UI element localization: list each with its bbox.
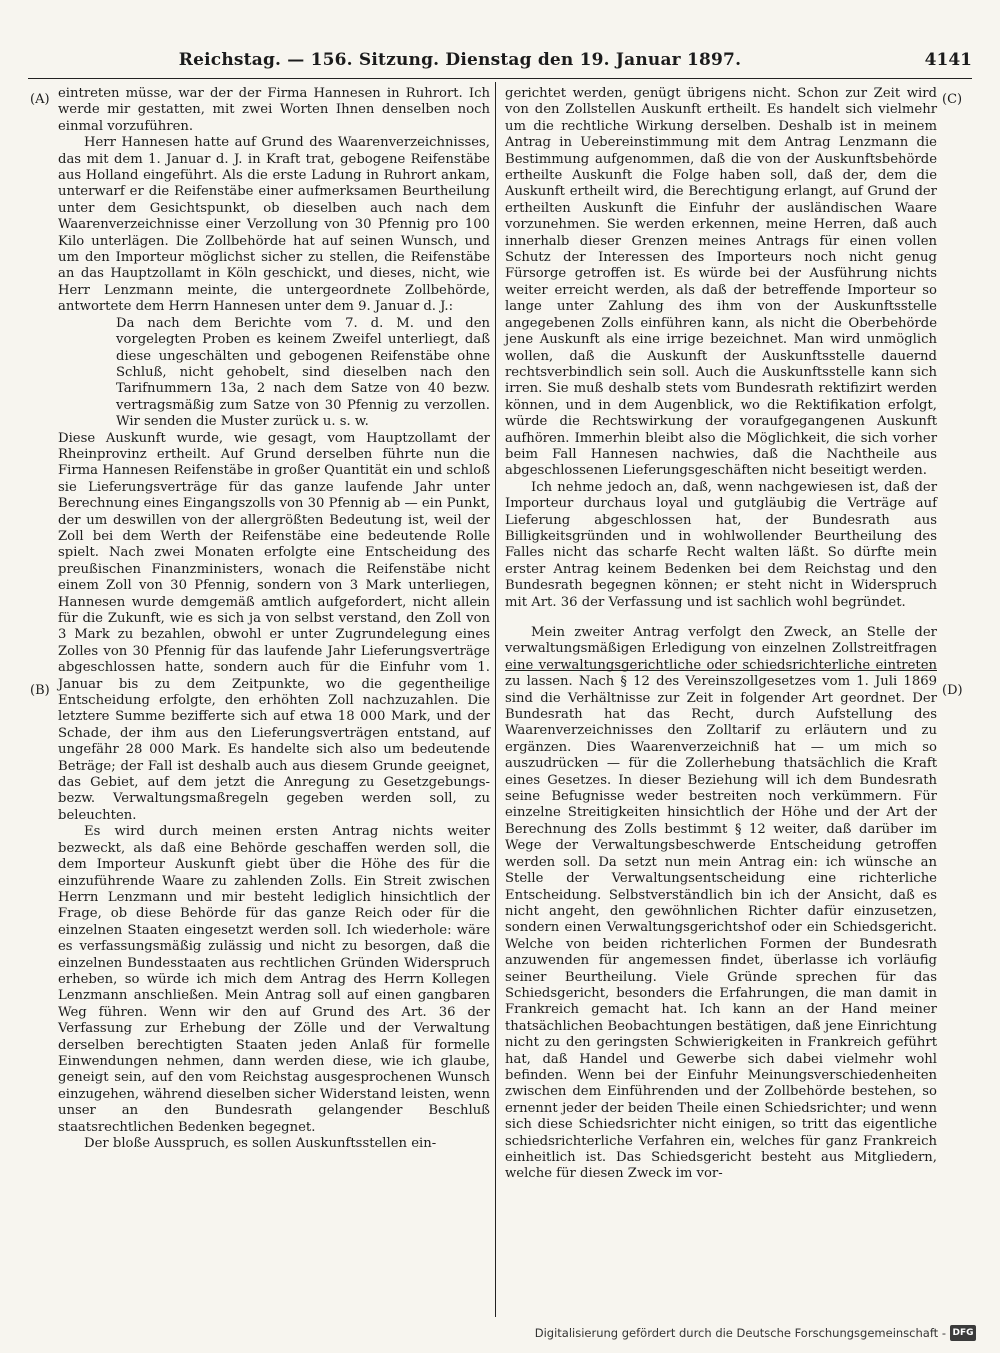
right-column xyxy=(505,86,937,1183)
running-title: Reichstag. — 156. Sitzung. Dienstag den 19. Januar 1897. xyxy=(178,50,742,70)
page-header xyxy=(28,46,972,74)
paragraph: Diese Auskunft wurde, wie gesagt, vom Hauptzollamt der Rheinprovinz ertheilt. Auf Grund derselben führte nun die Firma Hannesen Reifenstäbe in großer Quantität ein und schloß sie Lieferungsverträge für das ganze laufende Jahr unter Berechnung eines Eingangszolls von 30 Pfennig ab — ein Punkt, der um deswillen von der allergrößten Bedeutung ist, weil der Zoll bei dem Werth der Reifenstäbe eine bedeutende Rolle spielt. Nach zwei Monaten erfolgte eine Entscheidung des preußischen Finanzministers, wonach die Reifenstäbe nicht einem Zoll von 30 Pfennig, sondern von 3 Mark unterliegen, Hannesen wurde demgemäß amtlich aufgefordert, nicht allein für die Zukunft, wie es sich ja von selbst verstand, den Zoll von 3 Mark zu bezahlen, obwohl er unter Zugrundelegung eines Zolles von 30 Pfennig für das laufende Jahr Lieferungsverträge abgeschlossen hatte, sondern auch für die Einfuhr vom 1. Januar bis zu dem Zeitpunkte, wo die gegentheilige Entscheidung erfolgte, den erhöhten Zoll nachzuzahlen. Die letztere Summe bezifferte sich auf etwa 18 000 Mark, und der Schade, der ihm aus den Lieferungsverträgen entstand, auf ungefähr 28 000 Mark. Es handelte sich also um bedeutende Beträge; der Fall ist deshalb auch aus diesem Grunde geeignet, das Gebiet, auf dem jetzt die Anregung zu Gesetzgebungs- bezw. Verwaltungsmaßregeln gegeben werden soll, zu beleuchten. xyxy=(58,430,490,823)
margin-marker-b: (B) xyxy=(30,683,50,698)
digitization-credit xyxy=(535,1322,976,1344)
margin-marker-d: (D) xyxy=(942,683,963,698)
paragraph: eintreten müsse, war der der Firma Hannesen in Ruhrort. Ich werde mir gestatten, mit zwei Worten Ihnen denselben noch einmal vorzuführen. xyxy=(58,86,490,134)
paragraph: Der bloße Ausspruch, es sollen Auskunftsstellen ein- xyxy=(84,1136,437,1151)
column-divider xyxy=(495,82,496,1317)
page-number: 4141 xyxy=(924,50,972,70)
paragraph: Es wird durch meinen ersten Antrag nichts weiter bezweckt, als daß eine Behörde geschaffen werden soll, die dem Importeur Auskunft giebt über die Höhe des für die einzuführende Waare zu zahlenden Zolls. Ein Streit zwischen Herrn Lenzmann und mir besteht lediglich hinsichtlich der Frage, ob diese Behörde für das ganze Reich oder für die einzelnen Staaten eingesetzt werden soll. Ich wiederhole: wäre es verfassungsmäßig zulässig und nicht zu besorgen, daß die einzelnen Bundesstaaten aus rechtlichen Gründen Widerspruch erheben, so würde ich mich dem Antrag des Herrn Kollegen Lenzmann anschließen. Mein Antrag soll auf einen gangbaren Weg führen. Wenn wir den auf Grund des Art. 36 der Verfassung zur Erhebung der Zölle und der Verwaltung derselben berechtigten Staaten jeden Anlaß für formelle Einwendungen nehmen, dann werden diese, wie ich glaube, geneigt sein, auf den vom Reichstag ausgesprochenen Wunsch einzugehen, während dieselben sicher Widerstand leisten, wenn unser an den Bundesrath gelangender Beschluß staatsrechtlichen Bedenken begegnet. xyxy=(58,824,490,1135)
margin-marker-a: (A) xyxy=(30,92,50,107)
block-quote: Da nach dem Berichte vom 7. d. M. und den vorgelegten Proben es keinem Zweifel unterliegt, daß diese ungeschälten und gebogenen Reifenstäbe ohne Schluß, nicht gehobelt, sind dieselben nach den Tarifnummern 13a, 2 nach dem Satze von 40 bezw. vertragsmäßig zum Satze von 30 Pfennig zu verzollen. Wir senden die Muster zurück u. s. w. xyxy=(116,315,490,430)
credit-text: Digitalisierung gefördert durch die Deutsche Forschungsgemeinschaft - xyxy=(534,1326,946,1340)
dfg-logo-icon: DFG xyxy=(950,1325,976,1341)
paragraph: gerichtet werden, genügt übrigens nicht. Schon zur Zeit wird von den Zollstellen Auskunft ertheilt. Es handelt sich vielmehr um die rechtliche Wirkung derselben. Deshalb ist in meinem Antrag in Uebereinstimmung mit dem Antrag Lenzmann die Bestimmung aufgenommen, daß die von der Auskunftsbehörde ertheilte Auskunft die Folge haben soll, daß der, dem die Auskunft ertheilt wird, die Berechtigung erlangt, auf Grund der ertheilten Auskunft die Einfuhr der ausländischen Waare vorzunehmen. Sie werden erkennen, meine Herren, daß auch innerhalb dieser Grenzen meines Antrags für einen vollen Schutz der Interessen des Importeurs noch nicht genug Fürsorge getroffen ist. Es würde bei der Ausführung nichts weiter erreicht werden, als daß der betreffende Importeur so lange unter Zahlung des ihm von der Auskunftsstelle angegebenen Zolls einführen kann, als nicht die Oberbehörde jene Auskunft als eine irrige bezeichnet. Man wird unmöglich wollen, daß die Auskunft der Auskunftsstelle dauernd rechtsverbindlich sein soll. Auch die Auskunftsstelle kann sich irren. Sie muß deshalb stets vom Bundesrath rektifizirt werden können, und in dem Augenblick, wo die Rektifikation erfolgt, würde die Rechtswirkung der voraufgegangenen Auskunft aufhören. Immerhin bleibt also die Möglichkeit, die sich vorher beim Fall Hannesen nachwies, daß die Nachtheile aus abgeschlossenen Lieferungsgeschäften nicht beseitigt werden. xyxy=(505,86,937,479)
margin-marker-c: (C) xyxy=(942,92,963,107)
left-column xyxy=(58,86,490,1152)
paragraph: Mein zweiter Antrag verfolgt den Zweck, an Stelle der verwaltungsmäßigen Erledigung von einzelnen Zollstreitfragen eine verwaltungsgerichtliche oder schiedsrichterliche eintreten zu lassen. Nach § 12 des Vereinszollgesetzes vom 1. Juli 1869 sind die Verhältnisse zur Zeit in folgender Art geordnet. Der Bundesrath hat das Recht, durch Aufstellung des Waarenverzeichnisses den Zolltarif zu erläutern und zu ergänzen. Dies Waarenverzeichniß hat — um mich so auszudrücken — für die Zollerhebung thatsächlich die Kraft eines Gesetzes. In dieser Beziehung will ich dem Bundesrath seine Befugnisse weder bestreiten noch verkümmern. Für einzelne Streitigkeiten hinsichtlich der Höhe und der Art der Berechnung des Zolls bestimmt § 12 weiter, daß darüber im Wege der Verwaltungsbeschwerde Entscheidung getroffen werden soll. Da setzt nun mein Antrag ein: ich wünsche an Stelle der Verwaltungsentscheidung eine richterliche Entscheidung. Selbstverständlich bin ich der Ansicht, daß es nicht angeht, den gewöhnlichen Richter dafür einzusetzen, sondern einen Verwaltungsgerichtshof oder ein Schiedsgericht. Welche von beiden richterlichen Formen der Bundesrath anzuwenden für angemessen findet, überlasse ich vorläufig seiner Beurtheilung. Viele Gründe sprechen für das Schiedsgericht, besonders die Erfahrungen, die man damit in Frankreich gemacht hat. Ich kann an der Hand meiner thatsächlichen Beobachtungen bestätigen, daß jene Einrichtung nicht zu den geringsten Schwierigkeiten in Frankreich geführt hat, daß Handel und Gewerbe sich dabei vielmehr wohl befinden. Wenn bei der Einfuhr Meinungsverschiedenheiten zwischen dem Einführenden und der Zollbehörde bestehen, so ernennt jeder der beiden Theile einen Schiedsrichter; und wenn sich diese Schiedsrichter nicht einigen, so tritt das eigentliche schiedsrichterliche Verfahren ein, welches für ganz Frankreich einheitlich ist. Das Schiedsgericht besteht aus Mitgliedern, welche für diesen Zweck im vor- xyxy=(505,625,937,1182)
paragraph: Herr Hannesen hatte auf Grund des Waarenverzeichnisses, das mit dem 1. Januar d. J. in Kraft trat, gebogene Reifenstäbe aus Holland eingeführt. Als die erste Ladung in Ruhrort ankam, unterwarf er die Reifenstäbe einer aufmerksamen Beurtheilung unter dem Gesichtspunkt, ob dieselben auch nach dem Waarenverzeichnisse einer Verzollung von 30 Pfennig pro 100 Kilo unterlägen. Die Zollbehörde hat auf seinen Wunsch, und um den Importeur möglichst sicher zu stellen, die Reifenstäbe an das Hauptzollamt in Köln geschickt, und dieses, nicht, wie Herr Lenzmann meinte, die untergeordnete Zollbehörde, antwortete dem Herrn Hannesen unter dem 9. Januar d. J.: xyxy=(58,135,490,315)
paragraph: Ich nehme jedoch an, daß, wenn nachgewiesen ist, daß der Importeur durchaus loyal und gutgläubig die Verträge auf Lieferung abgeschlossen hat, der Bundesrath aus Billigkeitsgründen und in wohlwollender Beurtheilung des Falles nicht das scharfe Recht walten läßt. So dürfte mein erster Antrag keinem Bedenken bei dem Reichstag und den Bundesrath begegnen können; er steht nicht in Widerspruch mit Art. 36 der Verfassung und ist sachlich wohl begründet. xyxy=(505,479,937,610)
header-rule xyxy=(28,78,972,79)
